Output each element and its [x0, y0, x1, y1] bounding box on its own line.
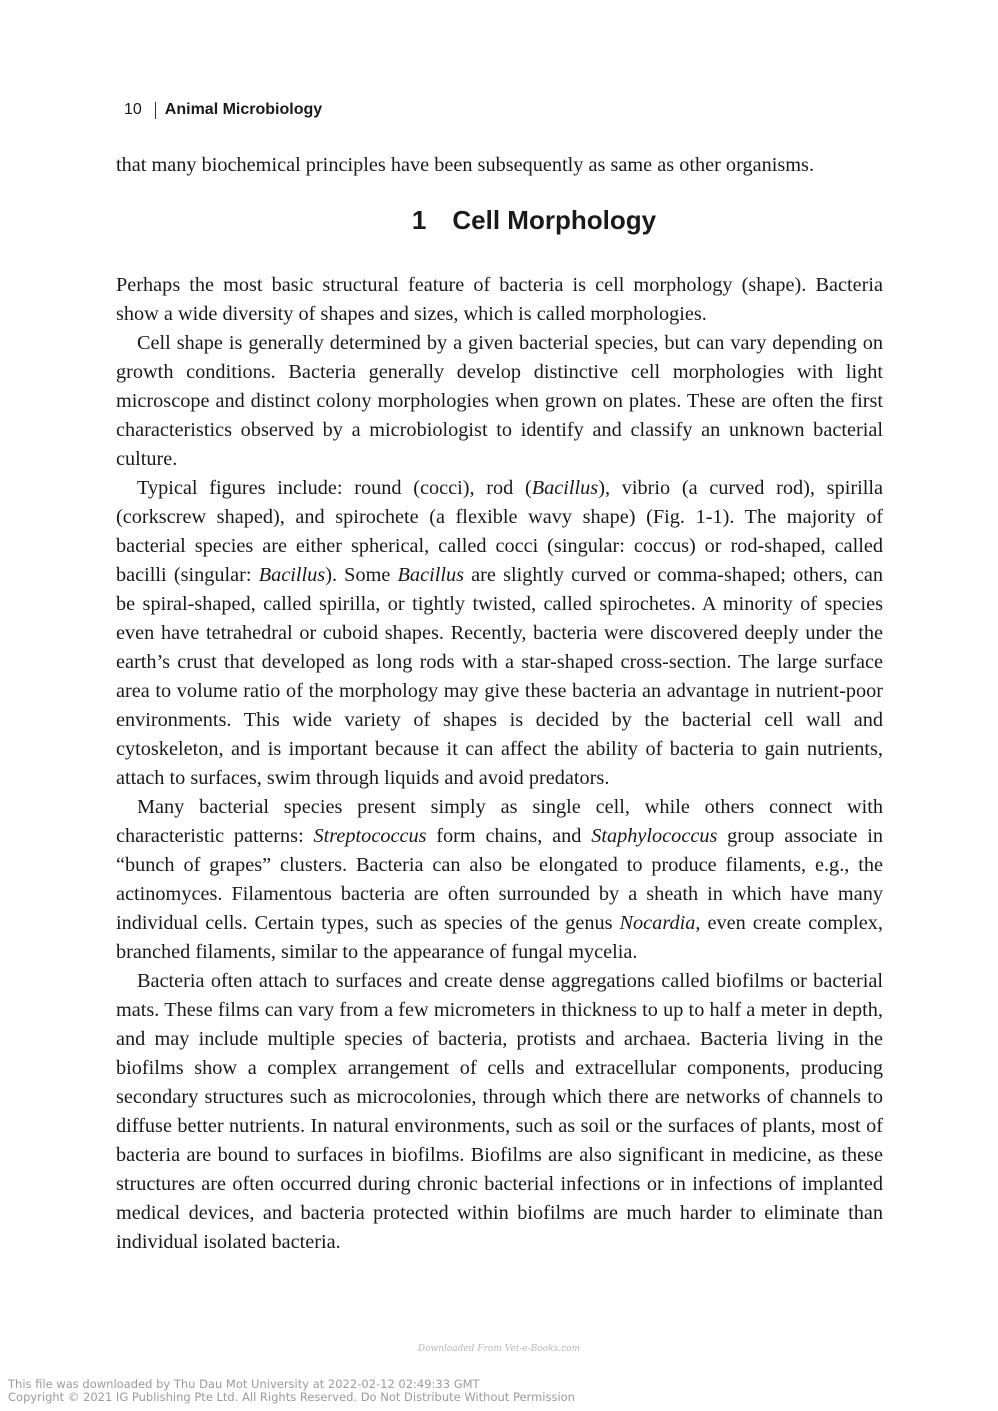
download-watermark: Downloaded From Vet-e-Books.com [417, 1344, 581, 1354]
italic-term: Bacillus [397, 564, 465, 586]
paragraph-1: Perhaps the most basic structural feature of bacteria is cell morphology (shape). Bacteria show a wide diversity of shapes and sizes, which is called morphologies. [116, 274, 883, 325]
paragraph-3 [116, 474, 883, 793]
header-divider [155, 102, 156, 119]
footer-download-notice: This file was downloaded by Thu Dau Mot University at 2022-02-12 02:49:33 GMT [8, 1377, 480, 1391]
italic-term: Staphylococcus [591, 825, 718, 847]
book-title: Animal Microbiology [164, 101, 323, 118]
text-run: are slightly curved or comma-shaped; others, can be spiral-shaped, called spirilla, or tightly twisted, called spirochetes. A minority of species even have tetrahedral or cuboid shapes. Recently, bacteria were discovered deeply under the earth’s crust that developed as long rods with a star-shaped cross-section. The large surface area to volume ratio of the morphology may give these bacteria an advantage in nutrient-poor environments. This wide variety of shapes is decided by the bacterial cell wall and cytoskeleton, and is important because it can affect the ability of bacteria to gain nutrients, attach to surfaces, swim through liquids and avoid predators. [116, 564, 883, 789]
text-run: form chains, and [426, 825, 592, 847]
italic-term: Nocardia [619, 912, 696, 934]
paragraph-4 [116, 793, 883, 967]
text-run: Typical figures include: round (cocci), rod ( [137, 477, 532, 499]
section-title: Cell Morphology [452, 205, 657, 235]
page-footer [8, 1378, 575, 1404]
italic-term: Bacillus [531, 477, 599, 499]
text-run: Many bacterial species present simply as single cell, while others connect with characteristic patterns: [116, 796, 883, 847]
text-run: group associate in “bunch of grapes” clusters. Bacteria can also be elongated to produce filaments, e.g., the actinomyces. Filamentous bacteria are often surrounded by a sheath in which have many individual cells. Certain types, such as species of the genus [116, 825, 883, 934]
body-text [116, 271, 883, 1257]
text-run: ), vibrio (a curved rod), spirilla (corkscrew shaped), and spirochete (a flexible wavy shape) (Fig. 1-1). The majority of bacterial species are either spherical, called cocci (singular: coccus) or rod-shaped, called bacilli (singular: [116, 477, 884, 586]
footer-copyright: Copyright © 2021 IG Publishing Pte Ltd. All Rights Reserved. Do Not Distribute Without Permission [8, 1390, 575, 1404]
text-run: , even create complex, branched filaments, similar to the appearance of fungal mycelia. [116, 912, 883, 963]
section-heading [0, 205, 998, 236]
section-number: 1 [411, 205, 427, 235]
paragraph-2: Cell shape is generally determined by a given bacterial species, but can vary depending on growth conditions. Bacteria generally develop distinctive cell morphologies with light microscope and distinct colony morphologies when grown on plates. These are often the first characteristics observed by a microbiologist to identify and classify an unknown bacterial culture. [116, 332, 883, 470]
text-run: ). Some [325, 564, 398, 586]
paragraph-5: Bacteria often attach to surfaces and create dense aggregations called biofilms or bacterial mats. These films can vary from a few micrometers in thickness to up to half a meter in depth, and may include multiple species of bacteria, protists and archaea. Bacteria living in the biofilms show a complex arrangement of cells and extracellular components, producing secondary structures such as microcolonies, through which there are networks of channels to diffuse better nutrients. In natural environments, such as soil or the surfaces of plants, most of bacteria are bound to surfaces in biofilms. Biofilms are also significant in medicine, as these structures are often occurred during chronic bacterial infections or in infections of implanted medical devices, and bacteria protected within biofilms are much harder to eliminate than individual isolated bacteria. [116, 970, 883, 1253]
running-header [124, 101, 322, 119]
lead-text-block [116, 151, 883, 180]
italic-term: Bacillus [258, 564, 326, 586]
lead-paragraph: that many biochemical principles have been subsequently as same as other organisms. [116, 154, 815, 176]
italic-term: Streptococcus [313, 825, 427, 847]
page-number: 10 [124, 101, 142, 118]
